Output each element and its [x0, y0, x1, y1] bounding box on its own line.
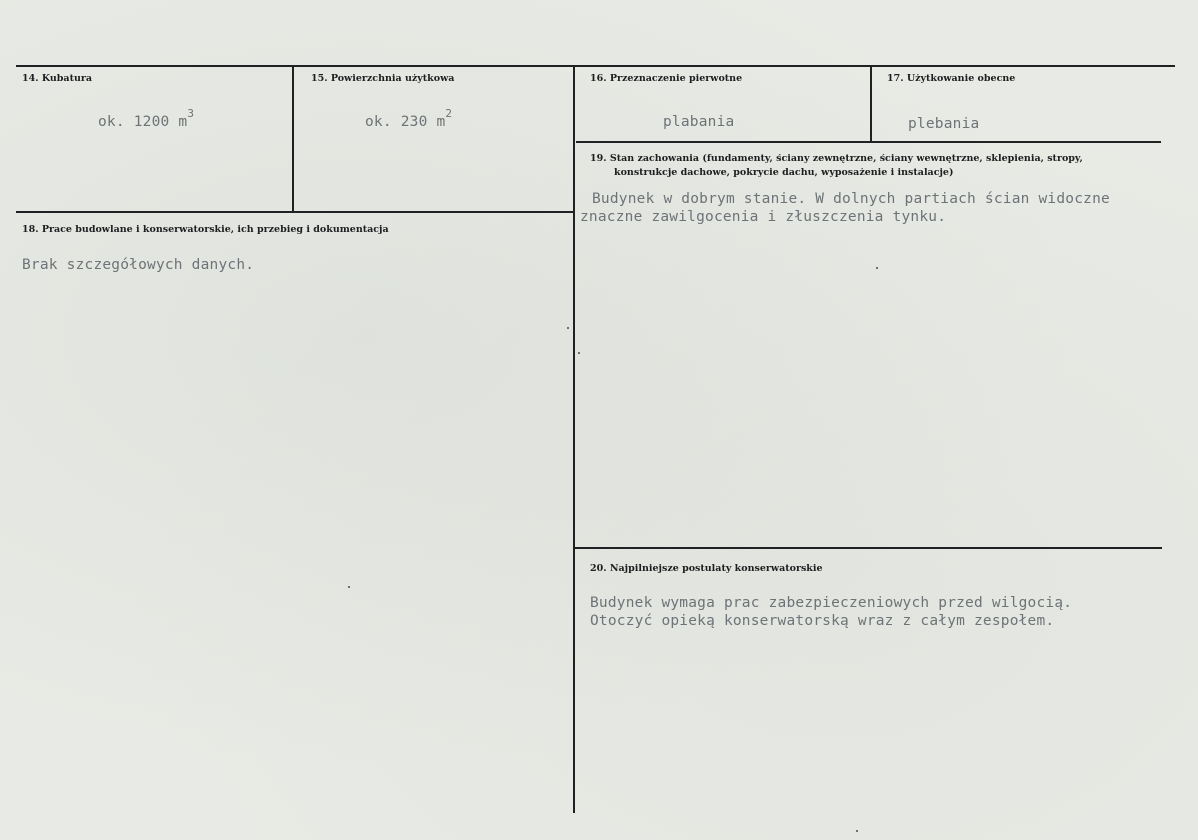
divider-15-16 [573, 65, 575, 813]
right-mid-rule [574, 547, 1162, 549]
paper-speck [876, 267, 878, 269]
field-17-value: plebania [908, 116, 980, 132]
field-14-value-text: ok. 1200 m [98, 113, 188, 130]
field-19-value [580, 190, 1110, 226]
field-15-value [365, 107, 453, 130]
field-20-value-line1: Budynek wymaga prac zabezpieczeniowych przed wilgocią. [590, 595, 1073, 611]
row1-bottom-rule [576, 141, 1161, 143]
field-15-label: 15. Powierzchnia użytkowa [311, 73, 455, 84]
field-15-value-exponent: 2 [445, 107, 453, 120]
field-18-label: 18. Prace budowlane i konserwatorskie, ich przebieg i dokumentacja [22, 224, 389, 235]
top-rule [16, 65, 1175, 67]
left-mid-rule [16, 211, 574, 213]
field-16-label: 16. Przeznaczenie pierwotne [590, 73, 743, 84]
field-20-label: 20. Najpilniejsze postulaty konserwatorskie [590, 563, 823, 574]
paper-speck [856, 830, 858, 832]
field-19-label-line1: 19. Stan zachowania (fundamenty, ściany zewnętrzne, ściany wewnętrzne, sklepienia, stropy, [590, 153, 1083, 164]
field-15-value-text: ok. 230 m [365, 113, 446, 130]
paper-speck [567, 327, 569, 329]
field-20-value [590, 594, 1072, 630]
field-20-value-line2: Otoczyć opieką konserwatorską wraz z całym zespołem. [590, 613, 1055, 629]
field-18-value: Brak szczegółowych danych. [22, 257, 255, 273]
field-19-label-line2: konstrukcje dachowe, pokrycie dachu, wyposażenie i instalacje) [614, 167, 954, 179]
field-19-label [590, 152, 1083, 181]
field-14-label: 14. Kubatura [22, 73, 93, 84]
field-19-value-line2: znaczne zawilgocenia i złuszczenia tynku. [580, 209, 947, 225]
field-19-value-line1: Budynek w dobrym stanie. W dolnych partiach ścian widoczne [592, 191, 1110, 207]
field-14-value [98, 107, 195, 130]
field-14-value-exponent: 3 [187, 107, 195, 120]
paper-speck [348, 586, 350, 588]
paper-speck [578, 352, 580, 354]
divider-14-15 [292, 65, 294, 212]
divider-16-17 [870, 65, 872, 143]
field-16-value: plabania [663, 114, 735, 130]
field-17-label: 17. Użytkowanie obecne [887, 73, 1016, 84]
